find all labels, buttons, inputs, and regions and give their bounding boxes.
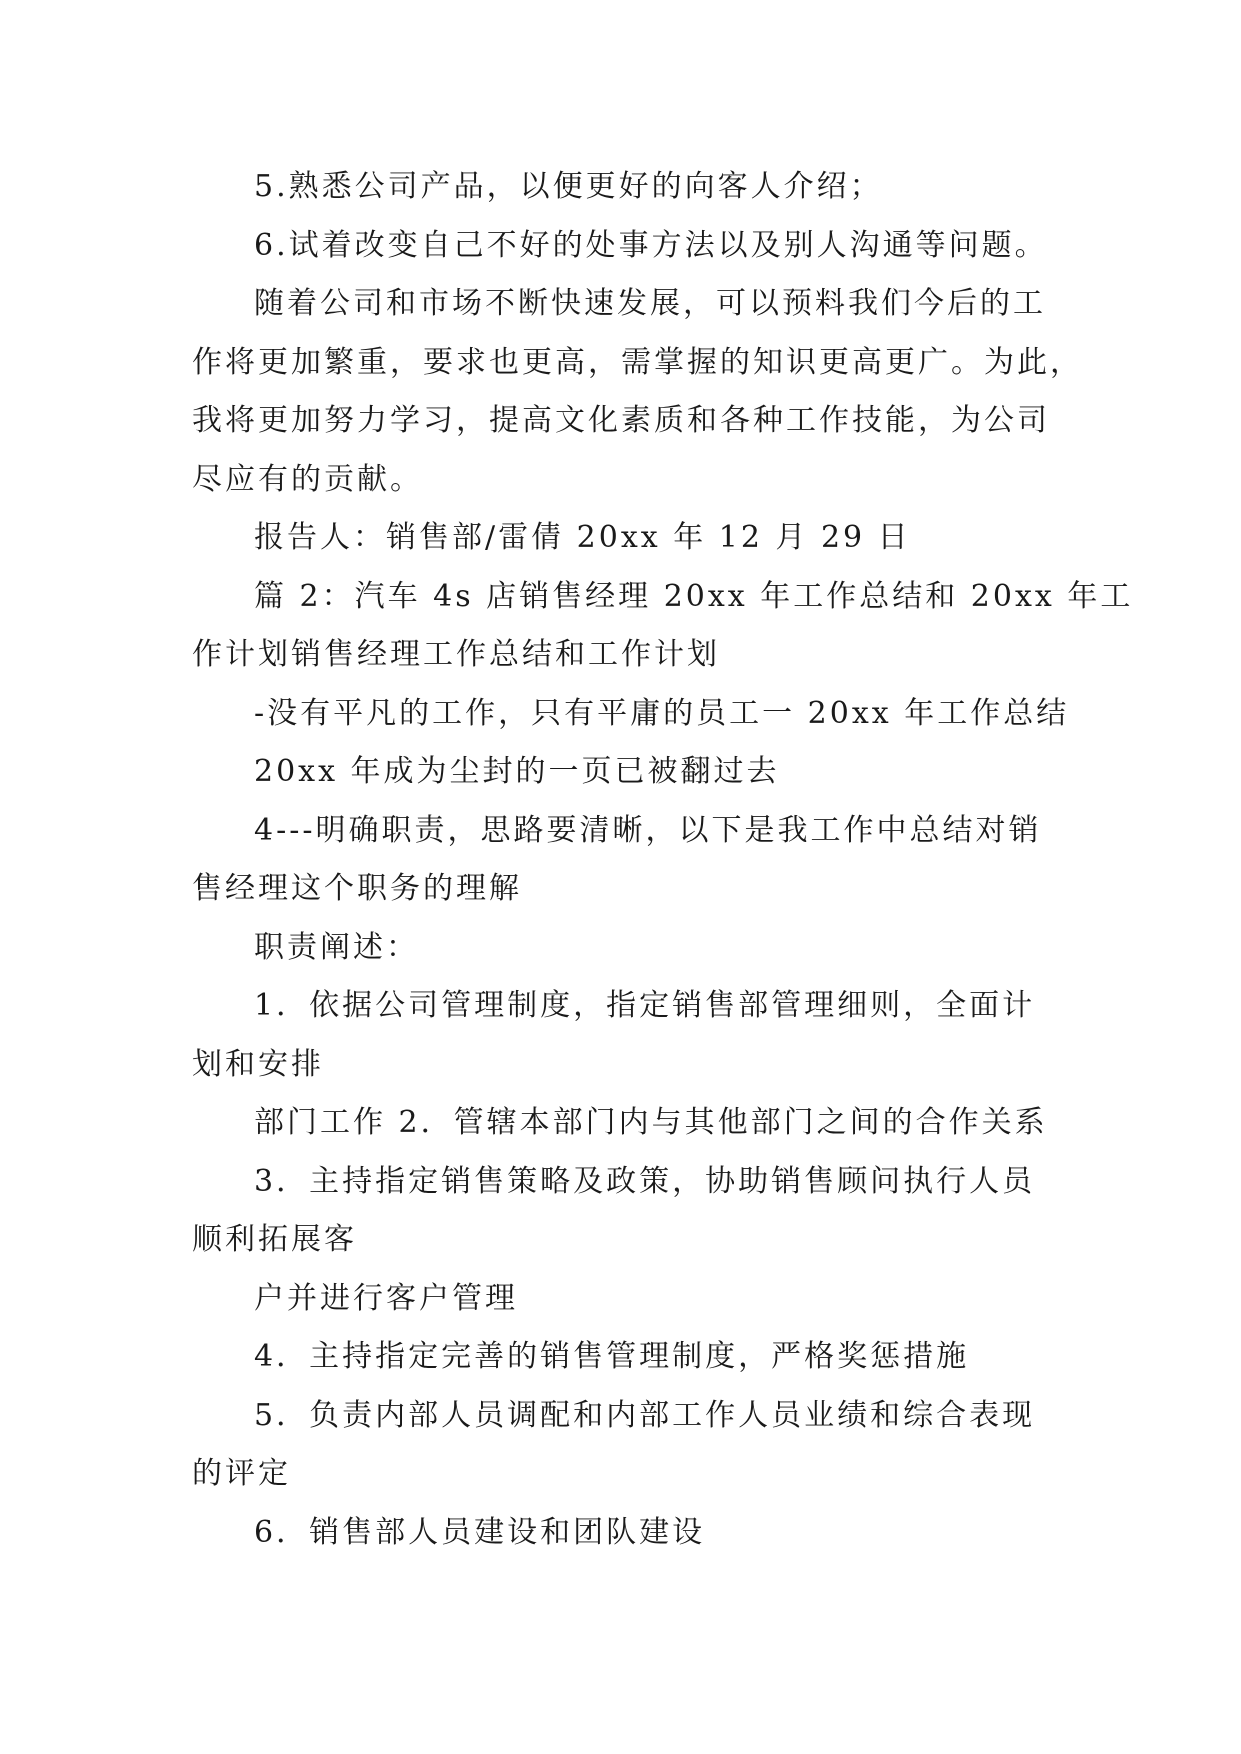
- duty-item-5-line-1: 5．负责内部人员调配和内部工作人员业绩和综合表现: [254, 1397, 1036, 1433]
- list-item-familiarize-products: 5.熟悉公司产品，以便更好的向客人介绍；: [254, 169, 883, 204]
- section-title-line-2: 作计划销售经理工作总结和工作计划: [192, 637, 720, 672]
- paragraph-outlook-line-1: 随着公司和市场不断快速发展，可以预料我们今后的工: [254, 286, 1046, 321]
- duty-item-1-line-2: 划和安排: [192, 1046, 324, 1082]
- duty-item-6: 6．销售部人员建设和团队建设: [254, 1514, 706, 1550]
- intro-line: 20xx 年成为尘封的一页已被翻过去: [254, 754, 780, 789]
- document-body: [192, 158, 1134, 1562]
- clarify-duties-line-1: 4---明确职责，思路要清晰，以下是我工作中总结对销: [254, 812, 1042, 848]
- duties-heading: 职责阐述：: [254, 929, 419, 965]
- list-item-improve-communication: 6.试着改变自己不好的处事方法以及别人沟通等问题。: [254, 227, 1048, 263]
- duty-item-2: 部门工作 2．管辖本部门内与其他部门之间的合作关系: [254, 1105, 1048, 1140]
- duty-item-1-line-1: 1．依据公司管理制度，指定销售部管理细则，全面计: [254, 988, 1036, 1023]
- reporter-signature: 报告人：销售部/雷倩 20xx 年 12 月 29 日: [254, 520, 911, 555]
- duty-item-5-line-2: 的评定: [192, 1456, 291, 1491]
- subtitle-line: -没有平凡的工作，只有平庸的员工一 20xx 年工作总结: [254, 695, 1070, 731]
- paragraph-outlook-line-3: 我将更加努力学习，提高文化素质和各种工作技能，为公司: [192, 403, 1050, 438]
- paragraph-outlook-line-2: 作将更加繁重，要求也更高，需掌握的知识更高更广。为此，: [192, 344, 1083, 380]
- section-title-line-1: 篇 2：汽车 4s 店销售经理 20xx 年工作总结和 20xx 年工: [254, 578, 1134, 614]
- duty-item-3-line-2: 顺利拓展客: [192, 1222, 357, 1257]
- paragraph-outlook-line-4: 尽应有的贡献。: [192, 461, 423, 497]
- duty-item-3-line-1: 3．主持指定销售策略及政策，协助销售顾问执行人员: [254, 1163, 1036, 1199]
- duty-item-4: 4．主持指定完善的销售管理制度，严格奖惩措施: [254, 1339, 970, 1374]
- duty-item-3-line-3: 户并进行客户管理: [254, 1280, 518, 1316]
- clarify-duties-line-2: 售经理这个职务的理解: [192, 871, 522, 906]
